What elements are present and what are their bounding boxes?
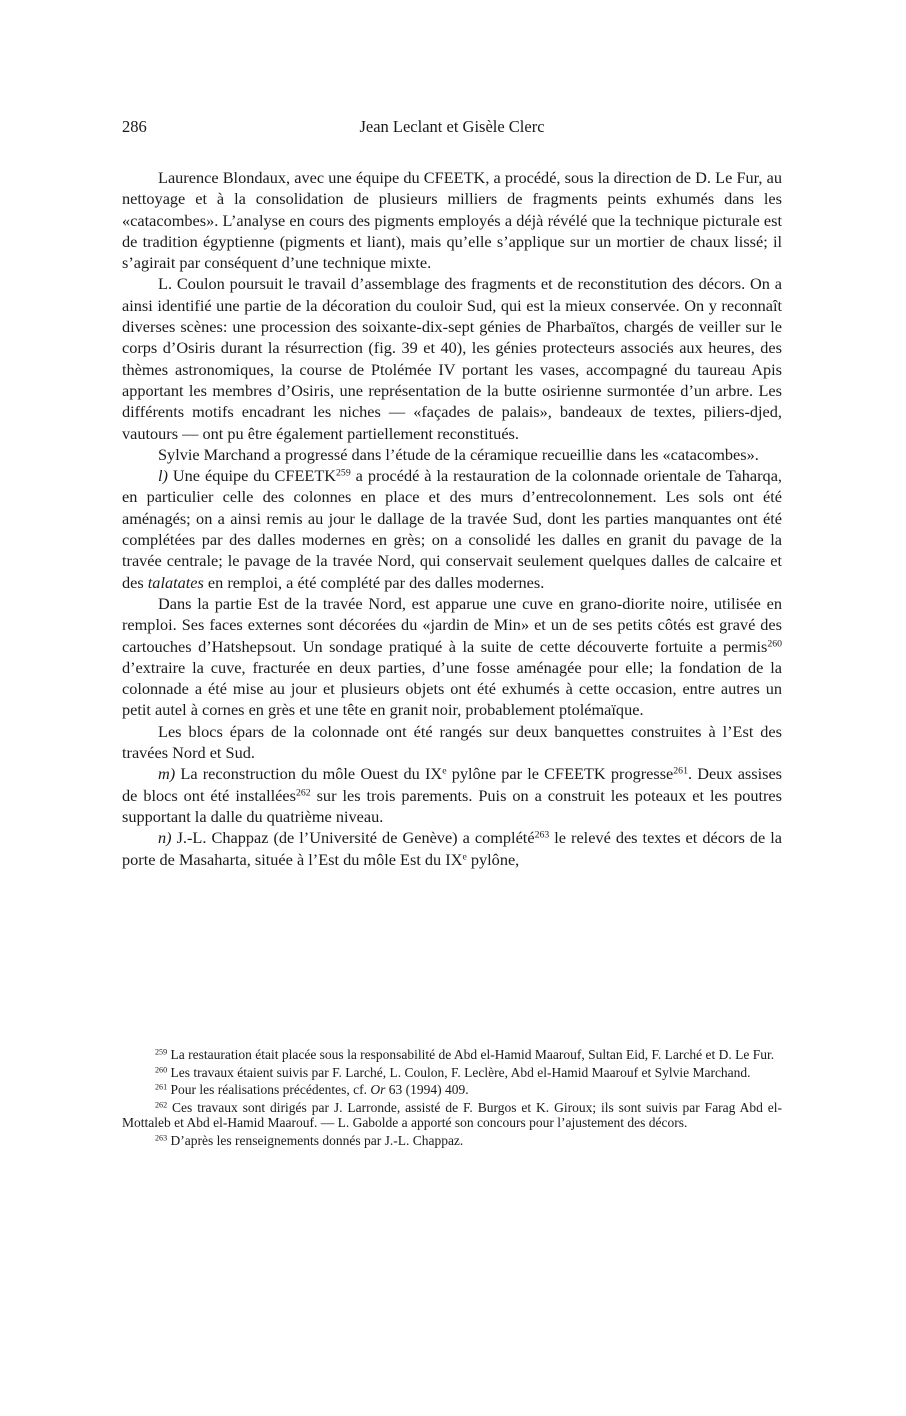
page-number: 286 bbox=[122, 117, 147, 136]
paragraph-text: Dans la partie Est de la travée Nord, est apparue une cuve en grano-diorite noire, utilisée en remploi. Ses faces externes sont décorées du «jardin de Min» et un de ses petits côtés est gravé des cartouches d’Hatshepsout. Un sondage pratiqué à la suite de cette découverte fortuite a permis bbox=[122, 593, 782, 656]
running-title: Jean Leclant et Gisèle Clerc bbox=[359, 117, 545, 136]
italic-term-talatates: talatates bbox=[147, 572, 204, 592]
footnote-ref-259[interactable]: 259 bbox=[336, 467, 351, 479]
footnote-260 bbox=[122, 1065, 782, 1081]
body-text bbox=[122, 167, 782, 870]
page-header bbox=[122, 117, 782, 139]
footnote-263 bbox=[122, 1133, 782, 1149]
ordinal-superscript: e bbox=[442, 765, 447, 777]
footnote-261 bbox=[122, 1082, 782, 1098]
footnote-text: Les travaux étaient suivis par F. Larché, L. Coulon, F. Leclère, Abd el-Hamid Maarouf et Sylvie Marchand. bbox=[167, 1064, 751, 1080]
paragraph-mole-ouest bbox=[122, 763, 782, 827]
paragraph-text: en remploi, a été complété par des dalles modernes. bbox=[203, 572, 545, 592]
footnote-259 bbox=[122, 1047, 782, 1063]
section-label-n: n) bbox=[158, 828, 172, 848]
paragraph-text: J.-L. Chappaz (de l’Université de Genève) a complété bbox=[171, 828, 535, 848]
paragraph-text: . Deux assises de blocs ont été installées bbox=[122, 764, 783, 805]
section-label-m: m) bbox=[158, 764, 176, 784]
footnote-262 bbox=[122, 1100, 782, 1131]
footnote-text: Ces travaux sont dirigés par J. Larronde, assisté de F. Burgos et K. Giroux; ils sont suivis par Farag Abd el-Mottaleb et Abd el-Hamid Maarouf. — L. Gabolde a apporté son concours pour l’ajustement des décors. bbox=[122, 1099, 782, 1131]
footnote-text: 63 (1994) 409. bbox=[385, 1082, 469, 1098]
footnote-text: Pour les réalisations précédentes, cf. bbox=[167, 1082, 371, 1098]
paragraph-chappaz bbox=[122, 827, 782, 870]
paragraph-text: d’extraire la cuve, fracturée en deux parties, d’une fosse aménagée pour elle; la fondation de la colonnade a été mise au jour et plusieurs objets ont été exhumés à cette occasion, entre autres un petit autel à cornes en grès et une tête en granit noir, probablement ptolémaïque. bbox=[122, 657, 782, 720]
paragraph-coulon: L. Coulon poursuit le travail d’assemblage des fragments et de reconstitution des décors. On a ainsi identifié une partie de la décoration du couloir Sud, qui est la mieux conservée. On y reconnaît diverses scènes: une procession des soixante-dix-sept génies de Pharbaïtos, chargés de veiller sur le corps d’Osiris durant la résurrection (fig. 39 et 40), les génies protecteurs associés aux heures, des thèmes astronomiques, la course de Ptolémée IV portant les vases, accompagné du taureau Apis apportant les membres d’Osiris, une représentation de la butte osirienne surmontée d’un arbre. Les différents motifs encadrant les niches — «façades de palais», bandeaux de textes, piliers-djed, vautours — ont pu être également partiellement reconstitués. bbox=[122, 274, 782, 443]
footnote-text: D’après les renseignements donnés par J.-L. Chappaz. bbox=[167, 1132, 464, 1148]
footnote-number: 262 bbox=[155, 1100, 168, 1110]
section-label-l: l) bbox=[158, 466, 168, 486]
footnote-ref-260[interactable]: 260 bbox=[767, 638, 782, 650]
footnote-number: 263 bbox=[155, 1133, 168, 1143]
paragraph-blocs: Les blocs épars de la colonnade ont été rangés sur deux banquettes construites à l’Est des travées Nord et Sud. bbox=[122, 721, 782, 763]
paragraph-text: sur les trois parements. Puis on a construit les poteaux et les poutres supportant la dalle du quatrième niveau. bbox=[122, 785, 782, 826]
footnote-number: 259 bbox=[155, 1047, 168, 1057]
paragraph-marchand: Sylvie Marchand a progressé dans l’étude de la céramique recueillie dans les «catacombes». bbox=[158, 444, 759, 464]
footnote-ref-262[interactable]: 262 bbox=[295, 787, 311, 799]
ordinal-superscript: e bbox=[462, 851, 467, 863]
paragraph-text: La reconstruction du môle Ouest du IX bbox=[175, 764, 443, 784]
paragraph-text: pylône par le CFEETK progresse bbox=[446, 764, 674, 784]
footnotes bbox=[122, 1047, 782, 1151]
paragraph-text: a procédé à la restauration de la colonnade orientale de Taharqa, en particulier celle des colonnes en place et des murs d’entrecolonnement. Les sols ont été aménagés; on a ainsi remis au jour le dallage de la travée Sud, dont les parties manquantes ont été complétées par des dalles modernes en grès; on a consolidé les dalles en granit du pavage de la travée centrale; le pavage de la travée Nord, qui conservait seulement quelques dalles de calcaire et des bbox=[122, 466, 782, 592]
paragraph-text: Une équipe du CFEETK bbox=[167, 466, 337, 486]
paragraph-text: pylône, bbox=[466, 849, 520, 869]
journal-abbreviation: Or bbox=[370, 1082, 386, 1098]
paragraph-colonnade bbox=[122, 465, 782, 593]
paragraph-blondaux: Laurence Blondaux, avec une équipe du CFEETK, a procédé, sous la direction de D. Le Fur, au nettoyage et à la consolidation de plusieurs milliers de fragments peints exhumés dans les «catacombes». L’analyse en cours des pigments employés a déjà révélé que la technique picturale est de tradition égyptienne (pigments et liant), mais qu’elle s’applique sur un mortier de chaux lissé; il s’agirait par conséquent d’une technique mixte. bbox=[122, 168, 782, 273]
footnote-text: La restauration était placée sous la responsabilité de Abd el-Hamid Maarouf, Sultan Eid, F. Larché et D. Le Fur. bbox=[167, 1047, 775, 1062]
paragraph-cuve bbox=[122, 593, 782, 721]
footnote-ref-263[interactable]: 263 bbox=[534, 829, 550, 841]
footnote-number: 260 bbox=[155, 1065, 168, 1075]
footnote-ref-261[interactable]: 261 bbox=[673, 765, 688, 777]
footnote-number: 261 bbox=[155, 1082, 168, 1092]
paragraph-text: le relevé des textes et décors de la porte de Masaharta, située à l’Est du môle Est du IX bbox=[122, 828, 782, 869]
